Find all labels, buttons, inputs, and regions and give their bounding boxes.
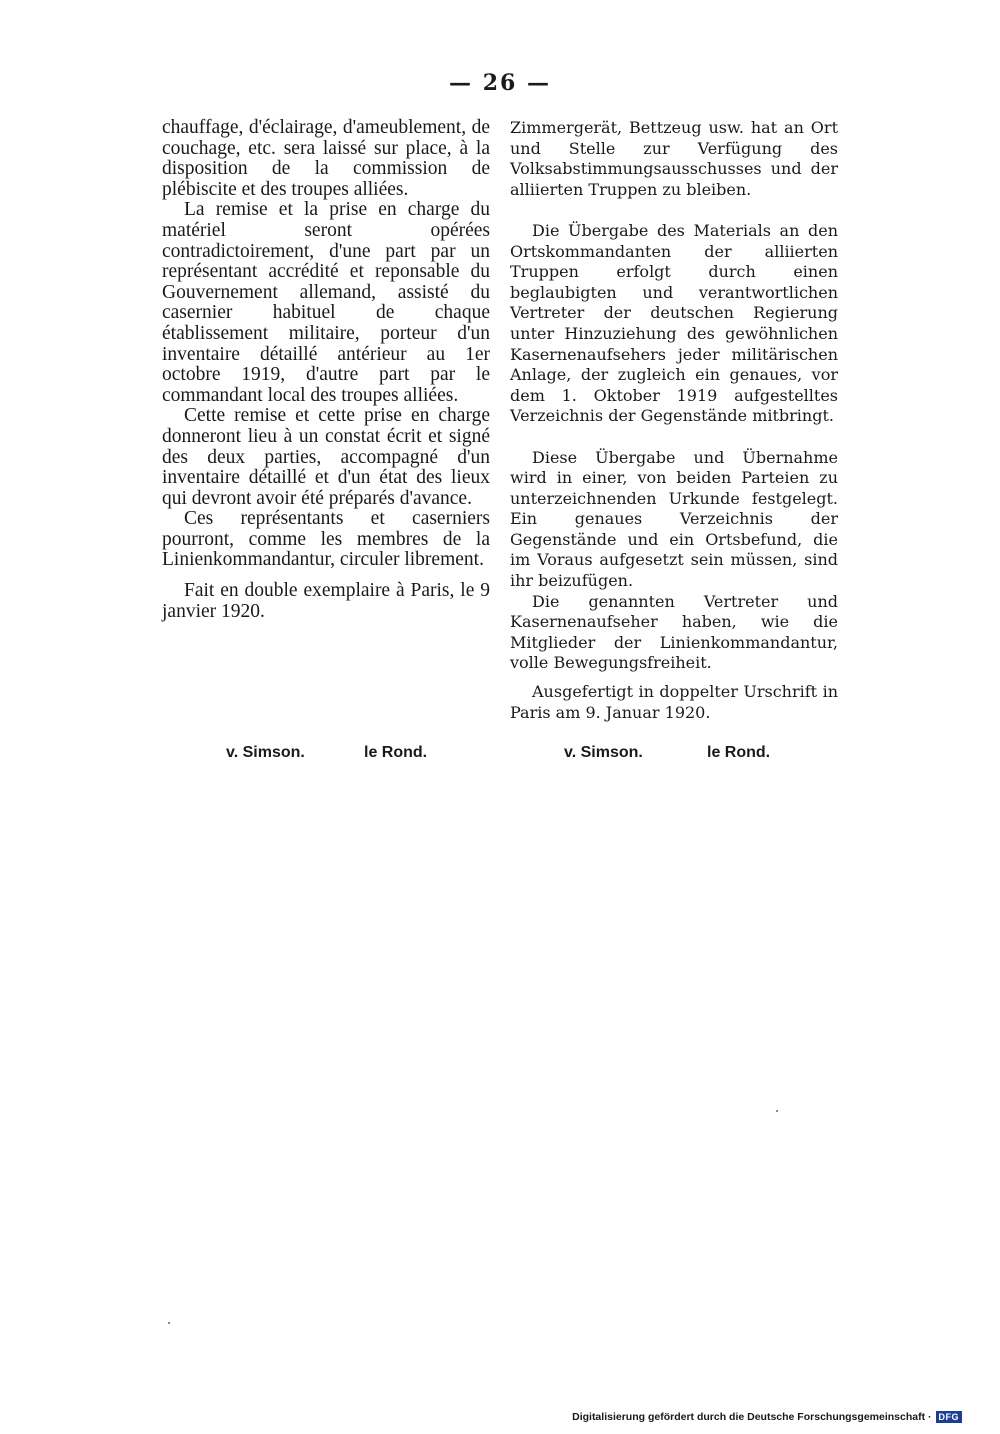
german-paragraph-4: Die genannten Vertreter und Kasernenaufseher haben, wie die Mitglieder der Linienkommandantur, volle Bewegungsfreiheit. <box>510 591 838 673</box>
german-column <box>510 118 838 723</box>
french-paragraph-2: La remise et la prise en charge du matériel seront opérées contradictoirement, d'une part par un représentant accrédité et reponsable du Gouvernement allemand, assisté du casernier habituel de chaque établissement militaire, porteur d'un inventaire détaillé antérieur au 1er octobre 1919, d'autre part par le commandant local des troupes alliées. <box>162 199 490 406</box>
german-paragraph-2: Die Übergabe des Materials an den Ortskommandanten der alliierten Truppen erfolgt durch einen beglaubigten und verantwortlichen Vertreter der deutschen Regierung unter Hinzuziehung des gewöhnlichen Kasernenaufsehers jeder militärischen Anlage, der zugleich ein genaues, vor dem 1. Oktober 1919 aufgestelltes Verzeichnis der Gegenstände mitbringt. <box>510 220 838 426</box>
signature-fr-lerond: le Rond. <box>364 744 428 761</box>
scan-speck <box>776 1110 778 1112</box>
page-number: — 26 — <box>449 70 551 96</box>
footer-text: Digitalisierung gefördert durch die Deutsche Forschungsgemeinschaft · <box>572 1411 932 1423</box>
german-paragraph-5: Ausgefertigt in doppelter Urschrift in Paris am 9. Januar 1920. <box>510 682 838 722</box>
dfg-logo-icon: DFG <box>936 1411 963 1423</box>
french-paragraph-1: chauffage, d'éclairage, d'ameublement, de couchage, etc. sera laissé sur place, à la disposition de la commission de plébiscite et des troupes alliées. <box>162 117 490 200</box>
signature-de-lerond: le Rond. <box>707 744 771 761</box>
french-paragraph-4: Ces représentants et caserniers pourront, comme les membres de la Linienkommandantur, circuler librement. <box>162 508 490 571</box>
french-paragraph-5: Fait en double exemplaire à Paris, le 9 janvier 1920. <box>162 580 490 622</box>
german-paragraph-1: Zimmergerät, Bettzeug usw. hat an Ort und Stelle zur Verfügung des Volksabstimmungsausschusses und der alliierten Truppen zu bleiben. <box>510 118 838 199</box>
signature-de-simson: v. Simson. <box>564 744 643 761</box>
digitization-footer <box>572 1411 962 1423</box>
signature-fr-simson: v. Simson. <box>226 744 305 761</box>
scan-speck <box>168 1322 170 1324</box>
french-column <box>162 118 490 622</box>
french-paragraph-3: Cette remise et cette prise en charge donneront lieu à un constat écrit et signé des deux parties, accompagné d'un inventaire détaillé et d'un état des lieux qui devront avoir été préparés d'avance. <box>162 405 490 509</box>
german-paragraph-3: Diese Übergabe und Übernahme wird in einer, von beiden Parteien zu unterzeichnenden Urkunde festgelegt. Ein genaues Verzeichnis der Gegenstände und ein Ortsbefund, die im Voraus aufgesetzt sein müssen, sind ihr beizufügen. <box>510 447 838 591</box>
